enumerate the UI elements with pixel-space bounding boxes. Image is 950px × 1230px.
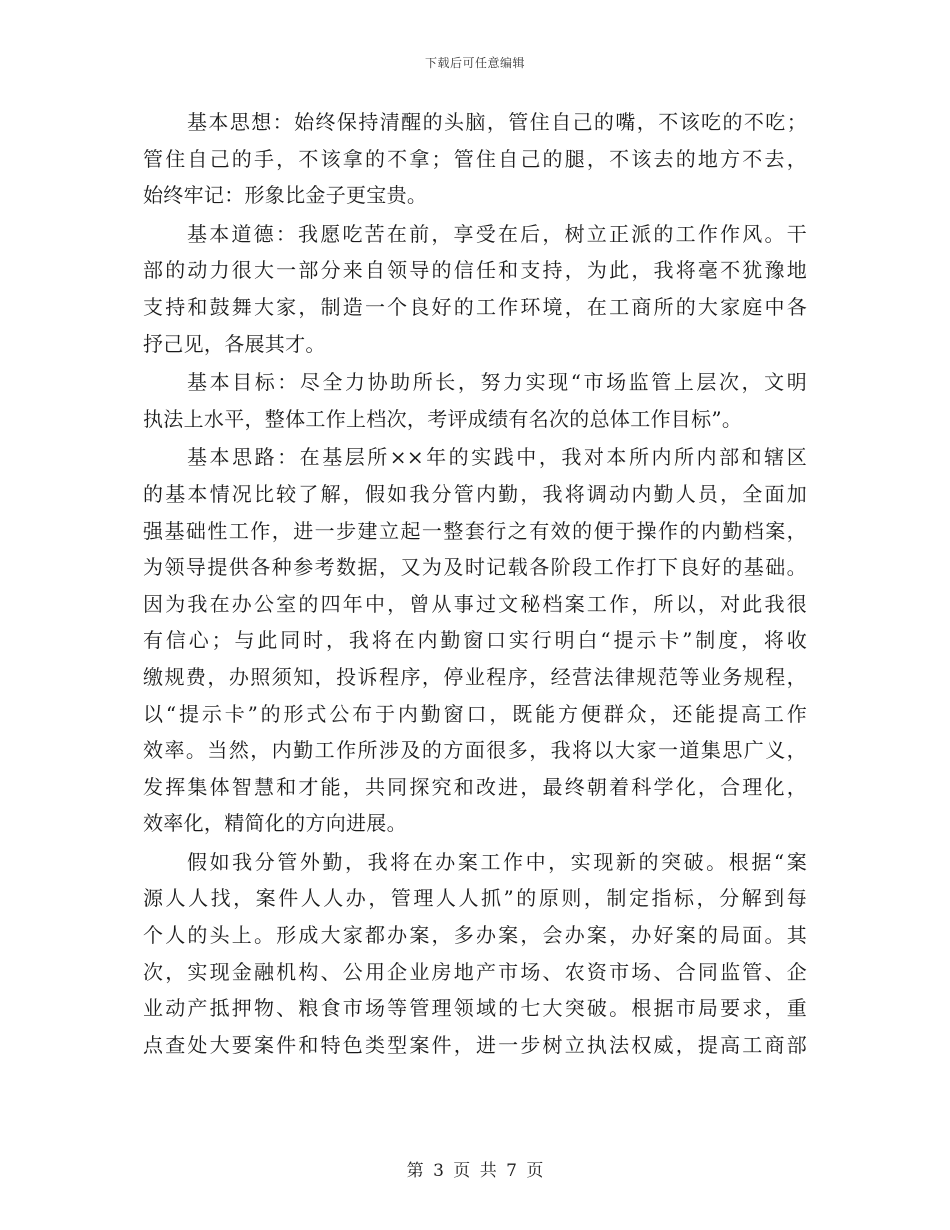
text-line: 基本思想：始终保持清醒的头脑，管住自己的嘴，不该吃的不吃；	[187, 110, 807, 134]
text-line: 效率。当然，内勤工作所涉及的方面很多，我将以大家一道集思广义，	[143, 738, 807, 763]
text-line: 个人的头上。形成大家都办案，多办案，会办案，办好案的局面。其	[143, 923, 807, 948]
text-line: 有信心；与此同时，我将在内勤窗口实行明白“提示卡”制度，将收	[143, 628, 807, 653]
text-line: 始终牢记：形象比金子更宝贵。	[143, 183, 428, 208]
text-line: 效率化，精简化的方向进展。	[143, 811, 407, 836]
page-number: 第 3 页 共 7 页	[406, 1161, 544, 1181]
paragraph-basic-thought	[143, 104, 807, 214]
text-line: 基本道德：我愿吃苦在前，享受在后，树立正派的工作作风。干	[187, 221, 807, 246]
text-line: 支持和鼓舞大家，制造一个良好的工作环境，在工商所的大家庭中各	[143, 294, 807, 319]
text-line: 基本目标：尽全力协助所长，努力实现“市场监管上层次，文明	[187, 370, 807, 395]
paragraph-basic-goal	[143, 364, 807, 437]
text-line: 执法上水平，整体工作上档次，考评成绩有名次的总体工作目标”。	[143, 406, 743, 431]
text-line: 基本思路：在基层所××年的实践中，我对本所内所内部和辖区	[187, 445, 807, 470]
paragraph-field-work	[143, 844, 807, 1064]
text-line: 以“提示卡”的形式公布于内勤窗口，既能方便群众，还能提高工作	[143, 701, 807, 726]
text-line: 缴规费，办照须知，投诉程序，停业程序，经营法律规范等业务规程，	[143, 664, 807, 689]
text-line: 因为我在办公室的四年中，曾从事过文秘档案工作，所以，对此我很	[143, 591, 807, 616]
text-line: 管住自己的手，不该拿的不拿；管住自己的腿，不该去的地方不去，	[143, 146, 807, 171]
text-line: 点查处大要案件和特色类型案件，进一步树立执法权威，提高工商部	[143, 1032, 807, 1057]
text-line: 强基础性工作，进一步建立起一整套行之有效的便于操作的内勤档案，	[143, 518, 807, 543]
page-header: 下载后可任意编辑	[424, 56, 525, 70]
text-line: 源人人找，案件人人办，管理人人抓”的原则，制定指标，分解到每	[143, 886, 807, 911]
text-line: 部的动力很大一部分来自领导的信任和支持，为此，我将毫不犹豫地	[143, 258, 807, 283]
text-line: 为领导提供各种参考数据，又为及时记载各阶段工作打下良好的基础。	[143, 555, 807, 580]
paragraph-basic-morality	[143, 216, 807, 362]
paragraph-basic-approach	[143, 439, 807, 842]
text-line: 假如我分管外勤，我将在办案工作中，实现新的突破。根据“案	[187, 849, 807, 874]
document-body	[143, 104, 807, 1063]
text-line: 抒己见，各展其才。	[143, 331, 326, 356]
text-line: 发挥集体智慧和才能，共同探究和改进，最终朝着科学化，合理化，	[143, 774, 807, 799]
text-line: 业动产抵押物、粮食市场等管理领域的七大突破。根据市局要求，重	[143, 996, 807, 1021]
text-line: 的基本情况比较了解，假如我分管内勤，我将调动内勤人员，全面加	[143, 481, 807, 506]
text-line: 次，实现金融机构、公用企业房地产市场、农资市场、合同监管、企	[143, 959, 807, 984]
